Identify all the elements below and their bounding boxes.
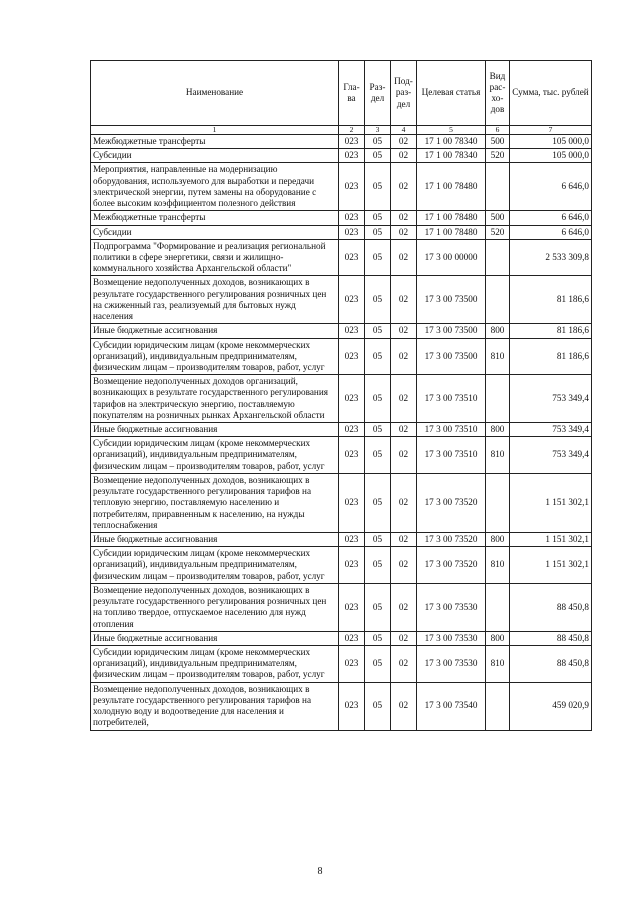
row-podrazdel: 02 [391,211,417,225]
row-summa: 81 186,6 [510,324,592,338]
row-name: Иные бюджетные ассигнования [91,324,339,338]
table-row [91,276,592,324]
table-row [91,583,592,631]
row-summa: 1 151 302,1 [510,473,592,532]
table-header-row [91,61,592,126]
row-vid [486,375,510,423]
table-row [91,211,592,225]
row-podrazdel: 02 [391,533,417,547]
row-statya: 17 3 00 73500 [417,276,486,324]
row-glava: 023 [339,583,365,631]
table-row [91,547,592,584]
row-name: Субсидии юридическим лицам (кроме некоммерческих организаций), индивидуальным предпринимателям, физическим лицам – производителям товаров, работ, услуг [91,645,339,682]
row-summa: 753 349,4 [510,423,592,437]
row-razdel: 05 [365,645,391,682]
header-name: Наименование [91,61,339,126]
row-razdel: 05 [365,239,391,276]
row-podrazdel: 02 [391,375,417,423]
row-glava: 023 [339,473,365,532]
row-summa: 105 000,0 [510,149,592,163]
row-name: Субсидии юридическим лицам (кроме некоммерческих организаций), индивидуальным предпринимателям, физическим лицам – производителям товаров, работ, услуг [91,437,339,474]
row-statya: 17 3 00 73510 [417,375,486,423]
row-glava: 023 [339,533,365,547]
row-vid: 500 [486,211,510,225]
row-razdel: 05 [365,163,391,211]
column-number-row [91,126,592,135]
row-glava: 023 [339,423,365,437]
row-glava: 023 [339,631,365,645]
row-summa: 753 349,4 [510,437,592,474]
row-name: Субсидии юридическим лицам (кроме некоммерческих организаций), индивидуальным предпринимателям, физическим лицам – производителям товаров, работ, услуг [91,338,339,375]
row-vid: 810 [486,547,510,584]
row-podrazdel: 02 [391,682,417,730]
row-statya: 17 3 00 73520 [417,533,486,547]
row-summa: 1 151 302,1 [510,547,592,584]
row-summa: 81 186,6 [510,276,592,324]
row-name: Возмещение недополученных доходов, возникающих в результате государственного регулирования тарифов на холодную воду и водоотведение для населения и потребителей, [91,682,339,730]
header-statya: Целевая статья [417,61,486,126]
row-summa: 88 450,8 [510,583,592,631]
row-glava: 023 [339,225,365,239]
row-glava: 023 [339,163,365,211]
row-name: Субсидии [91,149,339,163]
row-name: Иные бюджетные ассигнования [91,423,339,437]
row-statya: 17 3 00 73530 [417,583,486,631]
row-statya: 17 3 00 73500 [417,324,486,338]
row-razdel: 05 [365,473,391,532]
row-statya: 17 3 00 73530 [417,631,486,645]
row-summa: 6 646,0 [510,225,592,239]
table-row [91,682,592,730]
table-row [91,437,592,474]
row-statya: 17 1 00 78340 [417,135,486,149]
row-glava: 023 [339,149,365,163]
row-vid: 520 [486,149,510,163]
row-statya: 17 3 00 73510 [417,423,486,437]
row-podrazdel: 02 [391,437,417,474]
row-vid: 810 [486,645,510,682]
row-name: Иные бюджетные ассигнования [91,533,339,547]
row-podrazdel: 02 [391,473,417,532]
row-statya: 17 1 00 78480 [417,163,486,211]
row-glava: 023 [339,135,365,149]
header-summa: Сумма, тыс. рублей [510,61,592,126]
row-razdel: 05 [365,135,391,149]
row-name: Возмещение недополученных доходов организаций, возникающих в результате государственного регулирования тарифов на электрическую энергию, поставляемую покупателям на розничных рынках Архангельской области [91,375,339,423]
row-summa: 459 020,9 [510,682,592,730]
column-number: 2 [339,126,365,135]
budget-table [90,60,592,731]
row-glava: 023 [339,375,365,423]
row-vid: 800 [486,533,510,547]
row-podrazdel: 02 [391,239,417,276]
row-name: Возмещение недополученных доходов, возникающих в результате государственного регулирования тарифов на тепловую энергию, поставляемую населению и потребителям, приравненным к населению, на нужды теплоснабжения [91,473,339,532]
column-number: 1 [91,126,339,135]
row-razdel: 05 [365,324,391,338]
row-vid: 500 [486,135,510,149]
table-row [91,533,592,547]
row-name: Субсидии юридическим лицам (кроме некоммерческих организаций), индивидуальным предпринимателям, физическим лицам – производителям товаров, работ, услуг [91,547,339,584]
table-row [91,135,592,149]
table-body [91,135,592,731]
row-vid: 800 [486,423,510,437]
row-statya: 17 3 00 73520 [417,547,486,584]
row-glava: 023 [339,547,365,584]
row-summa: 6 646,0 [510,211,592,225]
row-vid: 520 [486,225,510,239]
row-summa: 105 000,0 [510,135,592,149]
row-statya: 17 3 00 00000 [417,239,486,276]
row-glava: 023 [339,324,365,338]
row-summa: 88 450,8 [510,645,592,682]
row-summa: 753 349,4 [510,375,592,423]
row-statya: 17 3 00 73510 [417,437,486,474]
row-vid [486,682,510,730]
row-vid: 800 [486,324,510,338]
row-vid [486,583,510,631]
header-podrazdel: Под-раз-дел [391,61,417,126]
row-name: Иные бюджетные ассигнования [91,631,339,645]
row-vid: 800 [486,631,510,645]
table-row [91,239,592,276]
row-razdel: 05 [365,338,391,375]
row-razdel: 05 [365,211,391,225]
row-name: Межбюджетные трансферты [91,211,339,225]
table-row [91,163,592,211]
row-statya: 17 1 00 78340 [417,149,486,163]
table-row [91,149,592,163]
row-statya: 17 1 00 78480 [417,211,486,225]
row-vid [486,473,510,532]
row-name: Возмещение недополученных доходов, возникающих в результате государственного регулирования розничных цен на сжиженный газ, реализуемый для бытовых нужд населения [91,276,339,324]
row-statya: 17 3 00 73520 [417,473,486,532]
row-podrazdel: 02 [391,338,417,375]
row-podrazdel: 02 [391,276,417,324]
row-summa: 88 450,8 [510,631,592,645]
row-podrazdel: 02 [391,547,417,584]
row-glava: 023 [339,437,365,474]
row-name: Межбюджетные трансферты [91,135,339,149]
row-razdel: 05 [365,375,391,423]
row-name: Подпрограмма "Формирование и реализация региональной политики в сфере энергетики, связи и жилищно-коммунального хозяйства Архангельской области" [91,239,339,276]
row-razdel: 05 [365,437,391,474]
column-number: 3 [365,126,391,135]
row-razdel: 05 [365,682,391,730]
row-name: Возмещение недополученных доходов, возникающих в результате государственного регулирования розничных цен на топливо твердое, отпускаемое населению для нужд отопления [91,583,339,631]
row-statya: 17 3 00 73530 [417,645,486,682]
row-name: Мероприятия, направленные на модернизацию оборудования, используемого для выработки и передачи электрической энергии, путем замены на оборудование с более высоким коэффициентом полезного действия [91,163,339,211]
row-razdel: 05 [365,423,391,437]
table-row [91,473,592,532]
table-row [91,225,592,239]
row-vid: 810 [486,338,510,375]
column-number: 7 [510,126,592,135]
row-razdel: 05 [365,547,391,584]
row-podrazdel: 02 [391,324,417,338]
row-summa: 1 151 302,1 [510,533,592,547]
row-razdel: 05 [365,631,391,645]
row-summa: 6 646,0 [510,163,592,211]
row-glava: 023 [339,645,365,682]
row-podrazdel: 02 [391,163,417,211]
row-statya: 17 1 00 78480 [417,225,486,239]
row-vid [486,276,510,324]
row-summa: 81 186,6 [510,338,592,375]
row-podrazdel: 02 [391,149,417,163]
table-row [91,375,592,423]
row-razdel: 05 [365,225,391,239]
row-glava: 023 [339,338,365,375]
table-row [91,423,592,437]
row-razdel: 05 [365,149,391,163]
row-podrazdel: 02 [391,225,417,239]
row-glava: 023 [339,211,365,225]
row-name: Субсидии [91,225,339,239]
row-razdel: 05 [365,276,391,324]
row-podrazdel: 02 [391,135,417,149]
row-podrazdel: 02 [391,631,417,645]
row-podrazdel: 02 [391,583,417,631]
column-number: 4 [391,126,417,135]
page-number: 8 [317,866,323,877]
header-razdel: Раз-дел [365,61,391,126]
row-podrazdel: 02 [391,423,417,437]
row-vid: 810 [486,437,510,474]
row-razdel: 05 [365,533,391,547]
row-glava: 023 [339,276,365,324]
row-podrazdel: 02 [391,645,417,682]
table-row [91,338,592,375]
row-glava: 023 [339,239,365,276]
row-razdel: 05 [365,583,391,631]
row-statya: 17 3 00 73540 [417,682,486,730]
row-vid [486,163,510,211]
row-statya: 17 3 00 73500 [417,338,486,375]
column-number: 6 [486,126,510,135]
table-row [91,324,592,338]
row-summa: 2 533 309,8 [510,239,592,276]
table-row [91,645,592,682]
row-vid [486,239,510,276]
column-number: 5 [417,126,486,135]
header-glava: Гла-ва [339,61,365,126]
table-row [91,631,592,645]
header-vid: Вид рас-хо-дов [486,61,510,126]
row-glava: 023 [339,682,365,730]
